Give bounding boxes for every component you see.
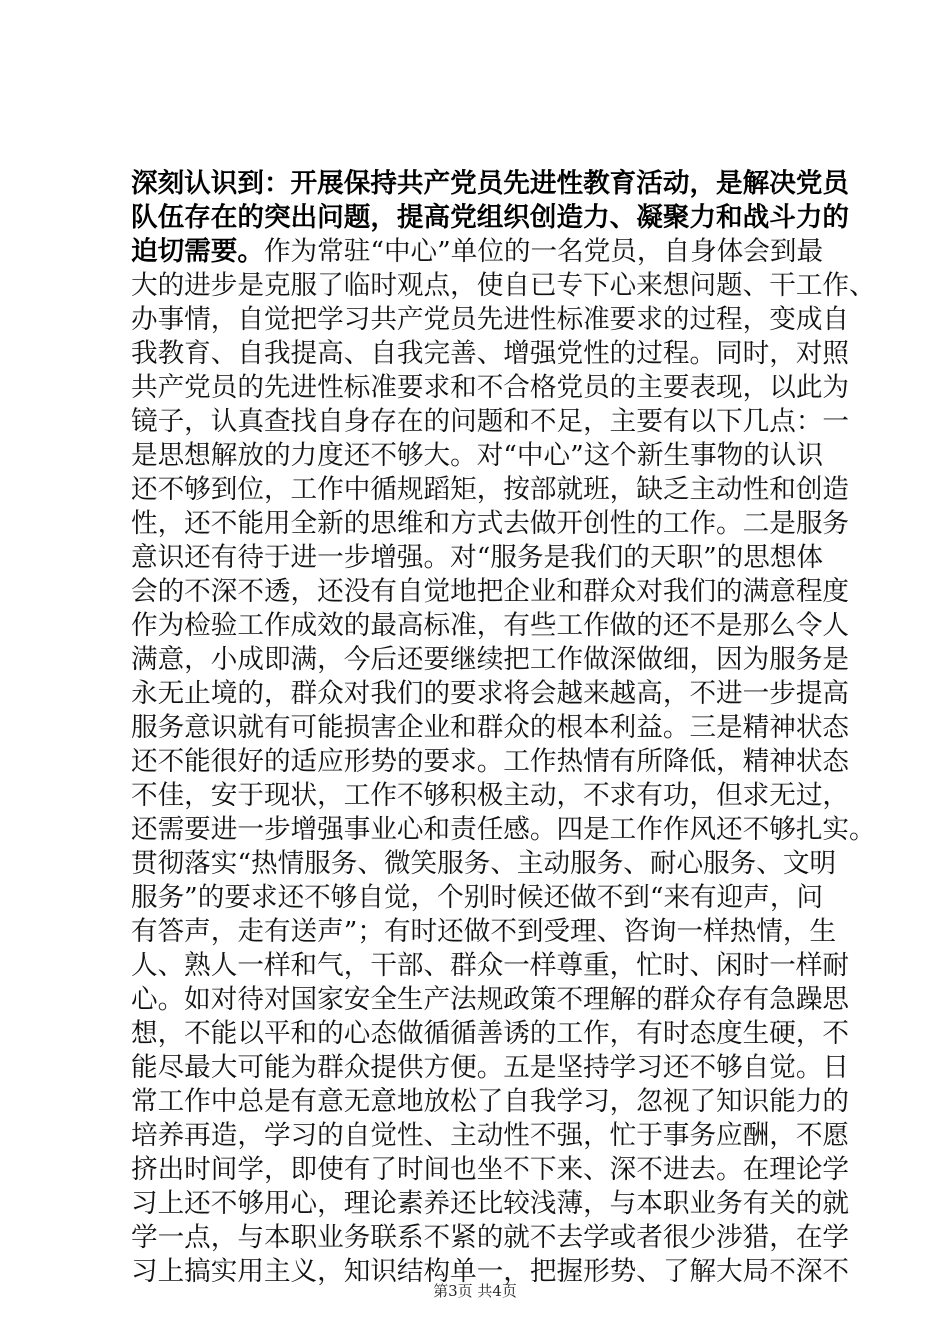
page-footer: 第3页 共4页 — [433, 1282, 517, 1300]
text-line: 永无止境的，群众对我们的要求将会越来越高，不进一步提高 — [131, 678, 850, 709]
text-line: 服务意识就有可能损害企业和群众的根本利益。三是精神状态 — [131, 712, 850, 743]
text-line: 还不够到位，工作中循规蹈矩，按部就班，缺乏主动性和创造 — [131, 474, 850, 505]
text-line: 满意，小成即满，今后还要继续把工作做深做细，因为服务是 — [131, 644, 850, 675]
text-line: 性，还不能用全新的思维和方式去做开创性的工作。二是服务 — [131, 508, 850, 539]
text-line: 我教育、自我提高、自我完善、增强党性的过程。同时，对照 — [131, 338, 850, 369]
text-line: 能尽最大可能为群众提供方便。五是坚持学习还不够自觉。日 — [131, 1052, 850, 1083]
text-line: 不佳，安于现状，工作不够积极主动，不求有功，但求无过， — [131, 780, 850, 811]
text-line: 镜子，认真查找自身存在的问题和不足，主要有以下几点：一 — [131, 406, 850, 437]
text-span: 作为常驻“中心”单位的一名党员，自身体会到最 — [263, 236, 824, 267]
text-line: 心。如对待对国家安全生产法规政策不理解的群众存有急躁思 — [131, 984, 850, 1015]
text-line: 还不能很好的适应形势的要求。工作热情有所降低，精神状态 — [131, 746, 850, 777]
text-line: 习上搞实用主义，知识结构单一，把握形势、了解大局不深不 — [131, 1256, 850, 1287]
text-line: 贯彻落实“热情服务、微笑服务、主动服务、耐心服务、文明 — [131, 848, 837, 879]
text-line: 深刻认识到：开展保持共产党员先进性教育活动，是解决党员 — [131, 168, 850, 199]
text-line: 作为检验工作成效的最高标准，有些工作做的还不是那么令人 — [131, 610, 850, 641]
text-line: 习上还不够用心，理论素养还比较浅薄，与本职业务有关的就 — [131, 1188, 850, 1219]
text-line: 学一点，与本职业务联系不紧的就不去学或者很少涉猎，在学 — [131, 1222, 850, 1253]
text-line: 还需要进一步增强事业心和责任感。四是工作作风还不够扎实。 — [131, 814, 876, 845]
text-line: 常工作中总是有意无意地放松了自我学习，忽视了知识能力的 — [131, 1086, 850, 1117]
body-text — [131, 167, 876, 1289]
text-line: 会的不深不透，还没有自觉地把企业和群众对我们的满意程度 — [131, 576, 850, 607]
text-line: 意识还有待于进一步增强。对“服务是我们的天职”的思想体 — [131, 542, 824, 573]
text-line: 队伍存在的突出问题，提高党组织创造力、凝聚力和战斗力的 — [131, 202, 850, 233]
text-line: 是思想解放的力度还不够大。对“中心”这个新生事物的认识 — [131, 440, 824, 471]
text-line — [131, 235, 831, 269]
text-line: 有答声，走有送声”；有时还做不到受理、咨询一样热情，生 — [131, 916, 837, 947]
text-line: 大的进步是克服了临时观点，使自已专下心来想问题、干工作、 — [131, 270, 876, 301]
text-line: 人、熟人一样和气，干部、群众一样尊重，忙时、闲时一样耐 — [131, 950, 850, 981]
text-line: 服务”的要求还不够自觉，个别时候还做不到“来有迎声，问 — [131, 882, 824, 913]
bold-phrase: 迫切需要。 — [131, 236, 264, 267]
text-line: 办事情，自觉把学习共产党员先进性标准要求的过程，变成自 — [131, 304, 850, 335]
text-line: 挤出时间学，即使有了时间也坐不下来、深不进去。在理论学 — [131, 1154, 850, 1185]
text-line: 培养再造，学习的自觉性、主动性不强，忙于事务应酬，不愿 — [131, 1120, 850, 1151]
text-line: 想，不能以平和的心态做循循善诱的工作，有时态度生硬，不 — [131, 1018, 850, 1049]
text-line: 共产党员的先进性标准要求和不合格党员的主要表现，以此为 — [131, 372, 850, 403]
